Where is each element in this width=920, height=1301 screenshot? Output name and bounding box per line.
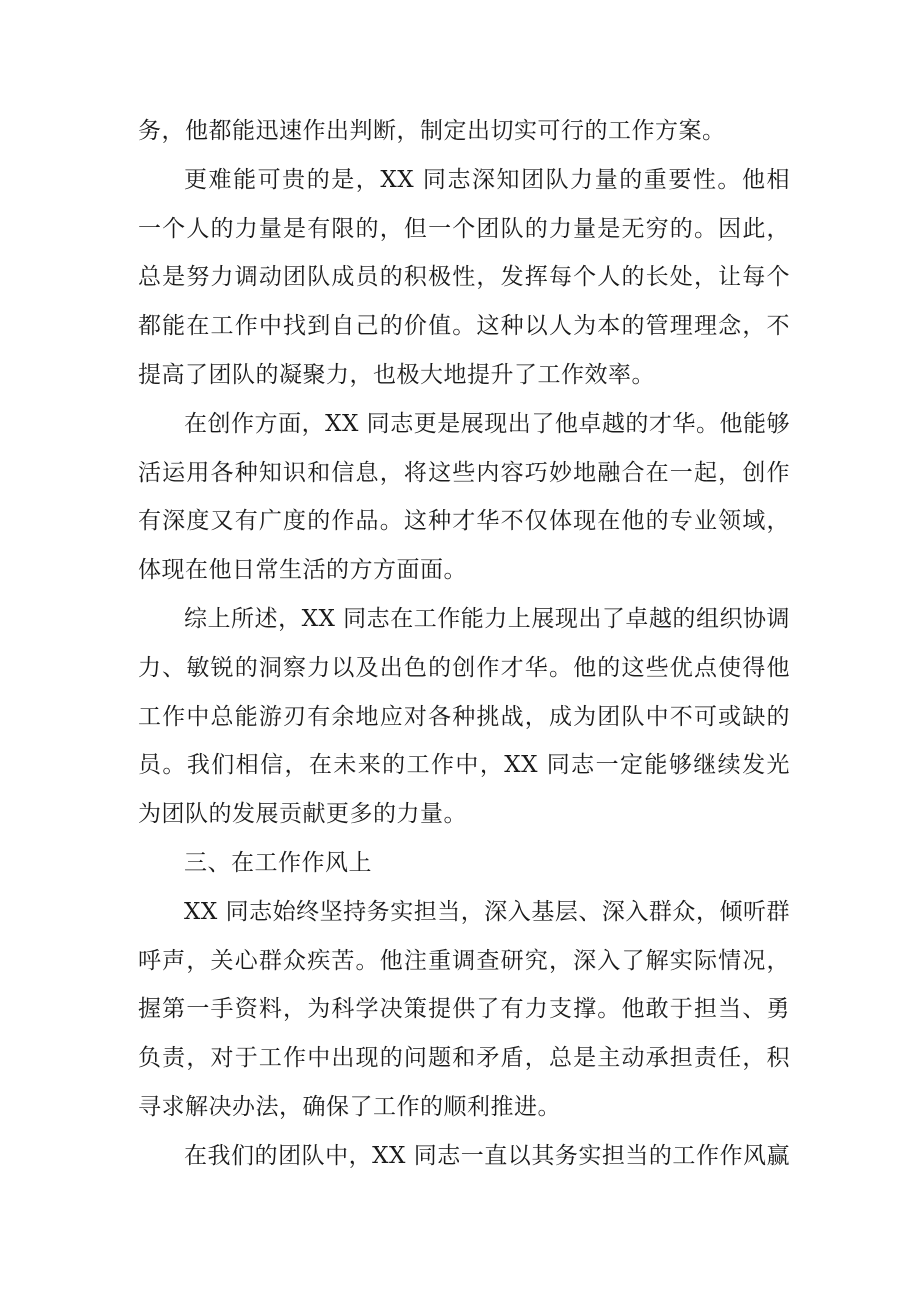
paragraph-line: 寻求解决办法，确保了工作的顺利推进。 <box>138 1093 561 1120</box>
paragraph-line: 一个人的力量是有限的，但一个团队的力量是无穷的。因此， <box>138 215 790 242</box>
paragraph-line: 在我们的团队中，XX 同志一直以其务实担当的工作作风赢 <box>184 1142 790 1169</box>
paragraph-line: 负责，对于工作中出现的问题和矛盾，总是主动承担责任，积 <box>138 1045 790 1072</box>
section-heading: 三、在工作作风上 <box>184 849 372 876</box>
paragraph-line: 工作中总能游刃有余地应对各种挑战，成为团队中不可或缺的 <box>138 703 790 730</box>
paragraph-line: 力、敏锐的洞察力以及出色的创作才华。他的这些优点使得他 <box>138 654 790 681</box>
paragraph-line: 为团队的发展贡献更多的力量。 <box>138 801 467 828</box>
paragraph-line: 提高了团队的凝聚力，也极大地提升了工作效率。 <box>138 361 655 388</box>
paragraph-line: 综上所述，XX 同志在工作能力上展现出了卓越的组织协调 <box>184 605 790 632</box>
paragraph-line: 都能在工作中找到自己的价值。这种以人为本的管理理念，不 <box>138 313 790 340</box>
document-body <box>138 107 790 1181</box>
paragraph-line: 呼声，关心群众疾苦。他注重调查研究，深入了解实际情况， <box>138 947 790 974</box>
paragraph-line: 活运用各种知识和信息，将这些内容巧妙地融合在一起，创作 <box>138 459 790 486</box>
paragraph-line: 握第一手资料，为科学决策提供了有力支撑。他敢于担当、勇 <box>138 996 790 1023</box>
paragraph-line: 更难能可贵的是，XX 同志深知团队力量的重要性。他相 <box>184 166 790 193</box>
paragraph-line: 在创作方面，XX 同志更是展现出了他卓越的才华。他能够 <box>184 410 790 437</box>
paragraph-line: 体现在他日常生活的方方面面。 <box>138 557 467 584</box>
paragraph-line: 总是努力调动团队成员的积极性，发挥每个人的长处，让每个 <box>138 264 790 291</box>
paragraph-line: 务，他都能迅速作出判断，制定出切实可行的工作方案。 <box>138 118 726 144</box>
paragraph-line: 有深度又有广度的作品。这种才华不仅体现在他的专业领域， <box>138 508 790 535</box>
paragraph-line: XX 同志始终坚持务实担当，深入基层、深入群众，倾听群 <box>184 898 790 925</box>
paragraph-line: 员。我们相信，在未来的工作中，XX 同志一定能够继续发光 <box>138 752 790 779</box>
